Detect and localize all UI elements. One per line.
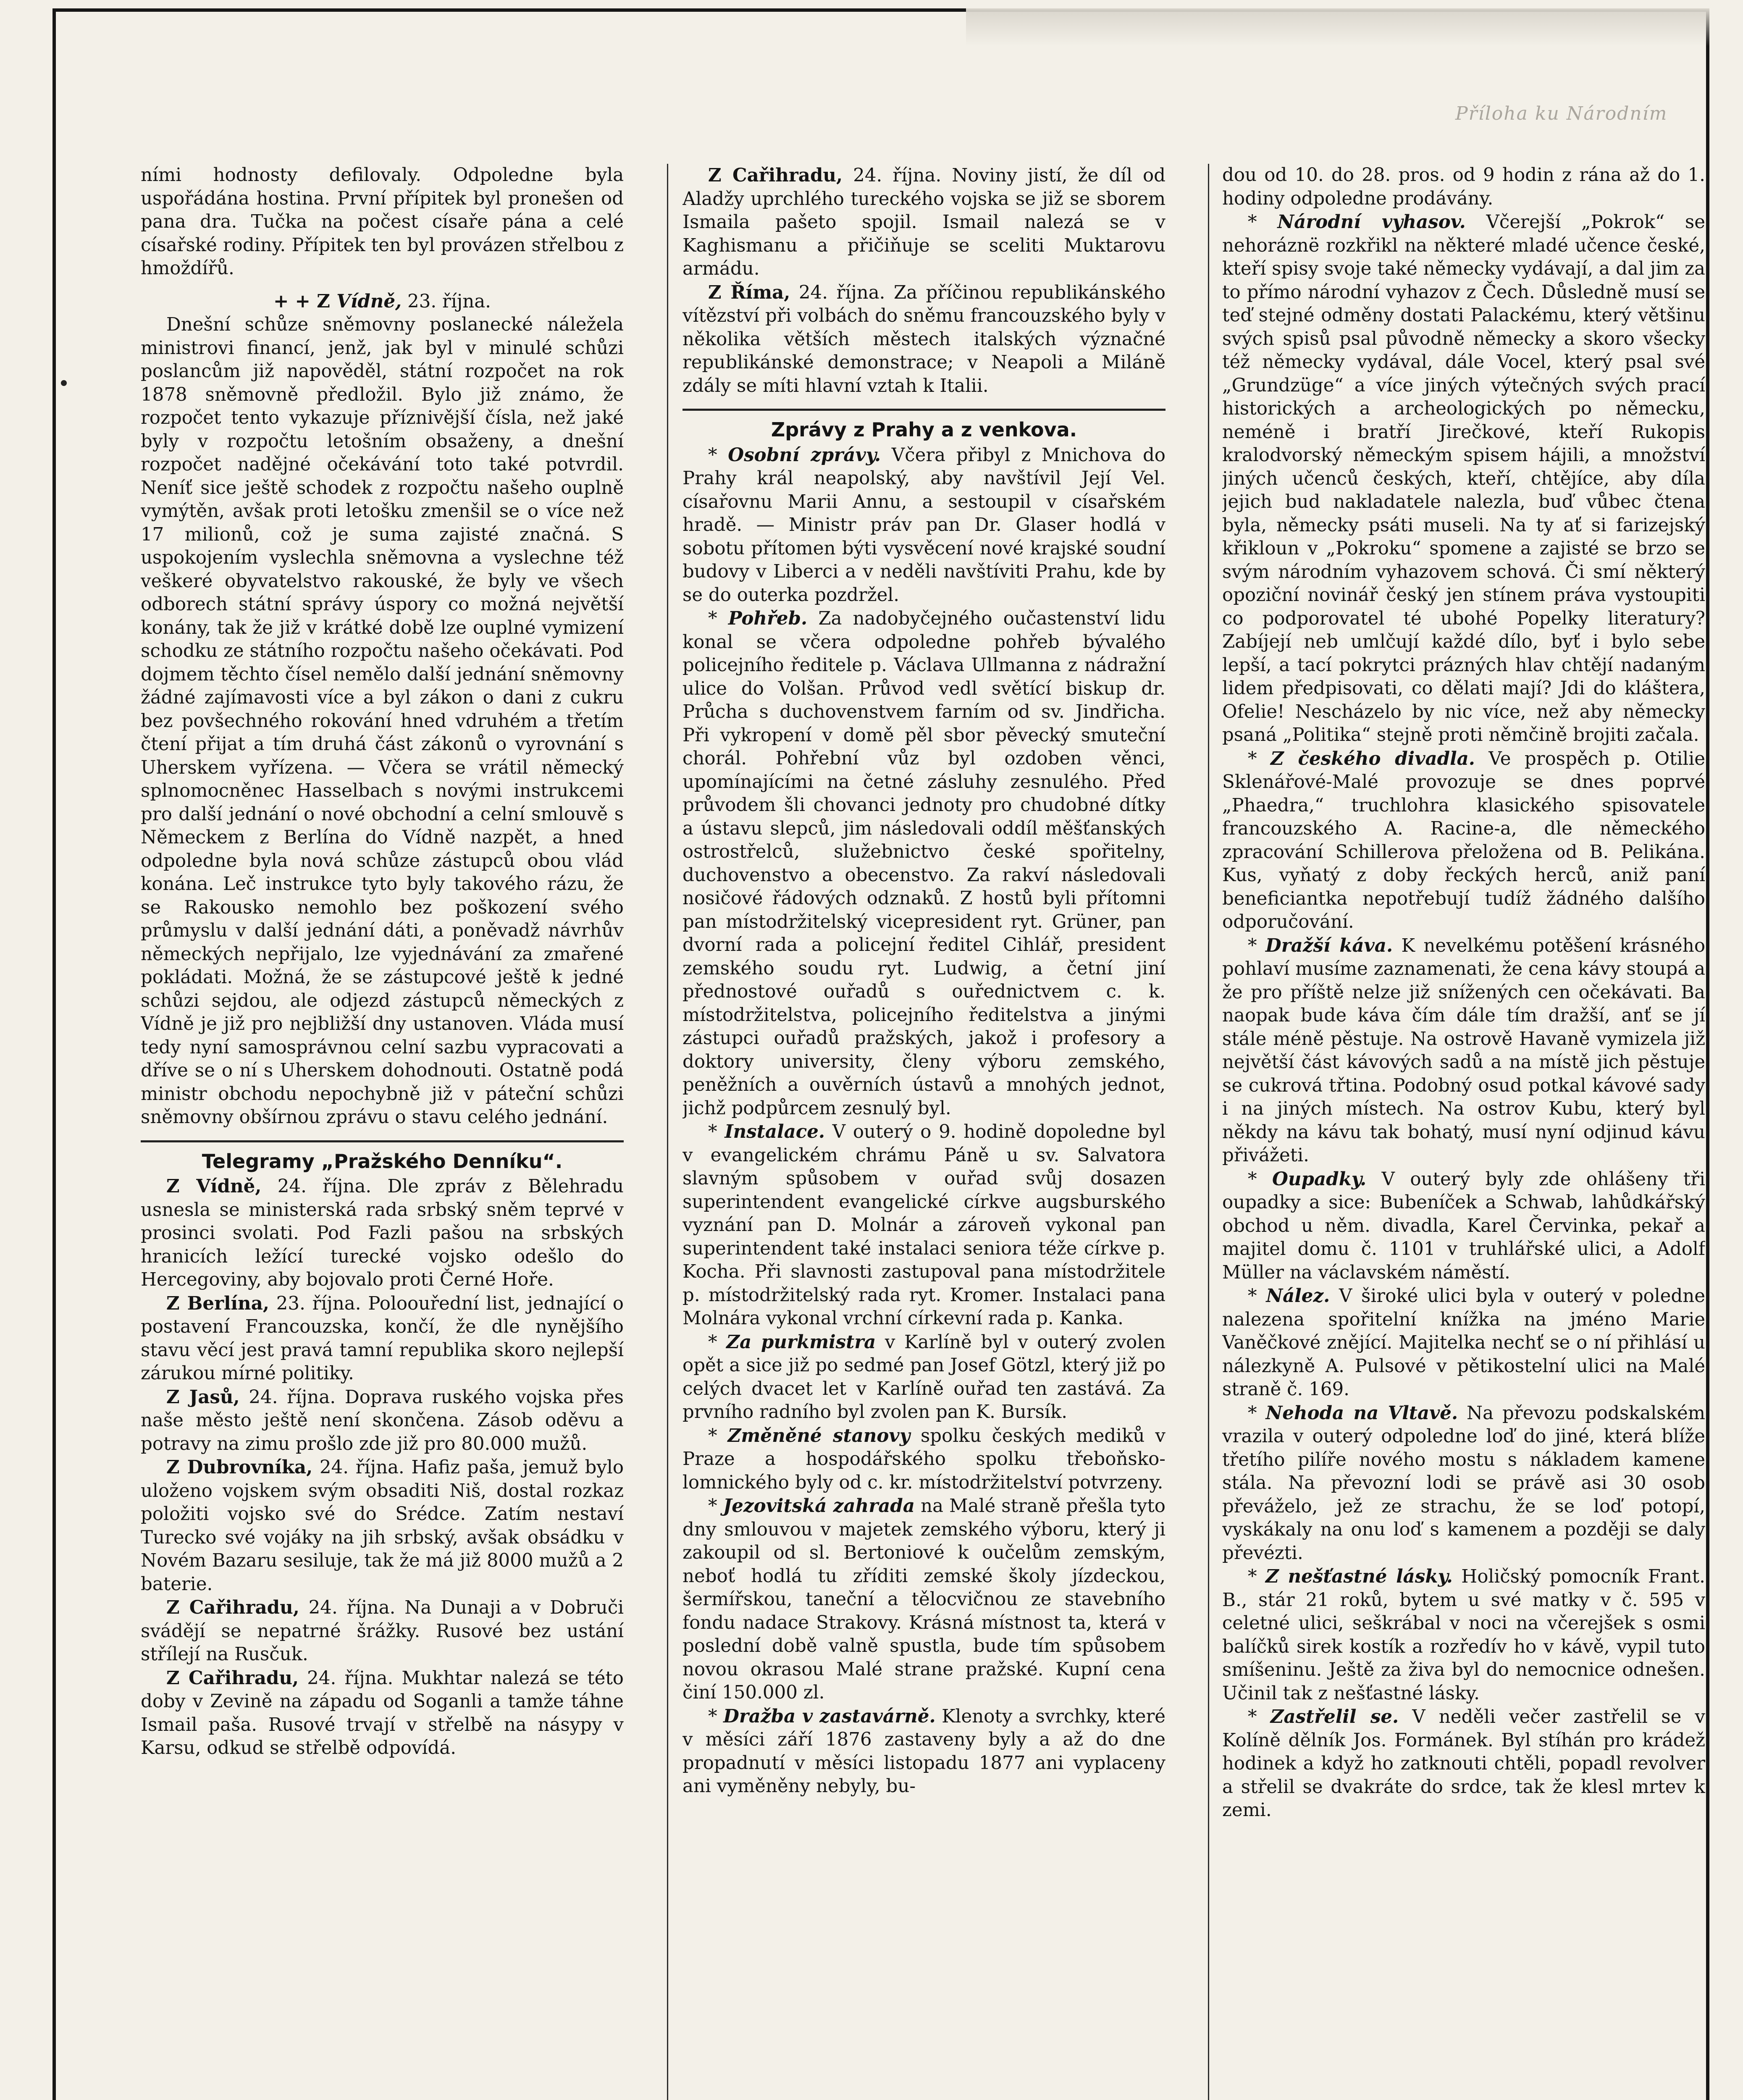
news-item-title: Zastřelil se. bbox=[1270, 1706, 1399, 1727]
telegram-text: Za příčinou republikánského vítězství při volbách do sněmu francouzského byly v několika větších městech italských význačné republikánské demonstrace; v Neapoli a Miláně zdály se míti hlavní vztah k Italii. bbox=[682, 282, 1166, 396]
asterisk-marker: * bbox=[1247, 212, 1278, 233]
paragraph: ními hodnosty defilovaly. Odpoledne byla uspořádána hostina. První přípitek byl pronešen od pana dra. Tučka na počest císaře pána a celé císařské rodiny. Přípitek ten byl provázen střelbou z hmoždířů. bbox=[141, 165, 624, 279]
news-item-text: V outerý byly zde ohlášeny tři oupadky a sice: Bubeníček a Schwab, lahůdkářský obchod u něm. divadla, Karel Červinka, pekař a majitel domu č. 1101 v truhlářské ulici, a Adolf Müller na václavském náměstí. bbox=[1222, 1168, 1705, 1283]
telegram-date: 24. října. bbox=[843, 165, 942, 186]
news-item-text: v Karlíně byl v outerý zvolen opět a sice již po sedmé pan Josef Götzl, který již po celých dvacet let v Karlíně ouřad ten zastává. Za prvního radního byl zvolen pan K. Bursík. bbox=[682, 1331, 1166, 1423]
news-list bbox=[682, 444, 1166, 1798]
column-separator bbox=[1208, 164, 1209, 2100]
telegram-date: 24. října. bbox=[239, 1386, 336, 1408]
telegram-date: 24. října. bbox=[299, 1597, 396, 1618]
telegram-item bbox=[141, 1386, 624, 1456]
news-item-title: Změněné stanovy bbox=[727, 1425, 910, 1446]
telegram-text: Doprava ruského vojska přes naše město ještě není skončena. Zásob oděvu a potravy na zimu prošlo zde již pro 80.000 mužů. bbox=[141, 1386, 624, 1454]
telegram-text: Dle zpráv z Bělehradu usnesla se ministerská rada srbský sněm teprvé v prosinci svolati. Pod Fazli pašou na srbských hranicích ležící turecké vojsko odešlo do Hercegoviny, aby bojovalo proti Černé Hoře. bbox=[141, 1176, 624, 1290]
news-item bbox=[682, 444, 1166, 607]
section-heading: Zprávy z Prahy a z venkova. bbox=[771, 418, 1077, 441]
telegram-item bbox=[141, 1596, 624, 1667]
news-item bbox=[682, 1705, 1166, 1798]
column-1 bbox=[141, 164, 624, 2100]
asterisk-marker: * bbox=[708, 1121, 725, 1142]
asterisk-marker: * bbox=[1247, 935, 1265, 956]
news-item-title: Oupadky. bbox=[1272, 1168, 1367, 1190]
telegram-date: 23. října. bbox=[269, 1293, 361, 1314]
telegram-text: Mukhtar nalezá se této doby v Zevině na západu od Soganli a tamže táhne Ismail paša. Rusové trvají v střelbě na násypy v Karsu, odkud se střelbě odpovídá. bbox=[141, 1667, 624, 1759]
telegram-city: Z Cařihradu, bbox=[166, 1667, 299, 1689]
asterisk-marker: * bbox=[1247, 1286, 1266, 1307]
news-item-title: Dražba v zastavárně. bbox=[723, 1705, 936, 1727]
news-item-title: Osobní zprávy. bbox=[728, 444, 881, 466]
asterisk-marker: * bbox=[708, 608, 728, 629]
news-item-title: Instalace. bbox=[724, 1121, 825, 1142]
telegram-city: Z Cařihradu, bbox=[708, 165, 843, 186]
asterisk-marker: * bbox=[1247, 1706, 1270, 1727]
news-item-text: Holičský pomocník Frant. B., stár 21 roků, bytem u své matky v č. 595 v celetné ulici, seškrábal v noci na včerejšek s osmi balíčků sirek kostík a rozředív ho v kávě, vypil tuto smíšeninu. Ještě za živa byl do nemocnice odnešen. Učinil tak z nešťastné lásky. bbox=[1222, 1566, 1705, 1704]
news-item-text: Na převozu podskalském vrazila v outerý odpoledne loď do jiné, která blíže třetího pilíře nového mostu s nákladem kamene stála. Na převozní lodi se právě asi 30 osob převáželo, jež ze strachu, že se loď potopí, vyskákaly na onu loď s kamenem a později se daly převézti. bbox=[1222, 1402, 1705, 1564]
asterisk-marker: * bbox=[708, 1496, 723, 1517]
telegram-date: 24. října. bbox=[312, 1457, 404, 1478]
news-item-text: Klenoty a svrchky, které v měsíci září 1876 zastaveny byly a až do dne propadnutí v měsíci listopadu 1877 ani vyplaceny ani vyměněny nebyly, bu- bbox=[682, 1706, 1166, 1797]
section-rule bbox=[141, 1140, 624, 1142]
news-item-title: Z nešťastné lásky. bbox=[1265, 1566, 1453, 1587]
news-list bbox=[1222, 210, 1705, 1822]
telegram-city: Z Jasů, bbox=[166, 1386, 240, 1408]
telegram-text: Hafiz paša, jemuž bylo uloženo vojskem svým obsaditi Niš, dostal rozkaz položiti vojsko své do Srédce. Zatím nestaví Turecko své vojáky na jih srbský, avšak obsádku v Novém Bazaru sesiluje, tak že má již 8000 mužů a 2 baterie. bbox=[141, 1457, 624, 1595]
news-item bbox=[1222, 747, 1705, 934]
column-separator bbox=[667, 164, 668, 2100]
asterisk-marker: * bbox=[1247, 1566, 1266, 1587]
asterisk-marker: * bbox=[708, 1425, 728, 1446]
telegram-date: 24. října. bbox=[299, 1667, 394, 1689]
telegram-list bbox=[141, 1175, 624, 1760]
news-item-title: Národní vyhasov. bbox=[1277, 211, 1466, 233]
telegram-item bbox=[141, 1667, 624, 1760]
news-item bbox=[1222, 210, 1705, 747]
telegram-city: Z Dubrovníka, bbox=[166, 1457, 313, 1478]
news-item bbox=[682, 607, 1166, 1120]
telegram-item bbox=[141, 1175, 624, 1292]
news-item-title: Dražší káva. bbox=[1265, 934, 1393, 956]
telegram-city: Z Vídně, bbox=[166, 1176, 262, 1197]
telegram-city: Z Berlína, bbox=[166, 1292, 270, 1314]
telegram-item bbox=[682, 164, 1166, 281]
news-item-text: V široké ulici byla v outerý v poledne nalezena spořitelní knížka na jméno Marie Vaněčkové znějící. Majitelka nechť se o ní přihlásí u nálezkyně A. Pulsové v pětikostelní ulici na Malé straně č. 169. bbox=[1222, 1286, 1705, 1400]
paragraph: dou od 10. do 28. pros. od 9 hodin z rána až do 1. hodiny odpoledne prodávány. bbox=[1222, 165, 1705, 209]
news-item-text: Včerejší „Pokrok“ se nehoráznë rozkřikl na některé mladé učence české, kteří spisy svoje také německy vydávají, a dal jim za to přímo národní vyhazov z Čech. Důsledně musí se teď stejné odměny dostati Palackému, který většinu svých spisů psal původně německy a skoro všecky též německy vydával, dále Vocel, který psal své „Grundzüge“ a více jiných výtečných svých prací historických a archeologických po německu, neméně i bratří Jirečkové, kteří Rukopis kralodvorský německým spisem hájili, a množství jiných učenců českých, kteří, chtějíce, aby díla jejich bud nakladatele nalezla, buď vůbec čtena byla, německy psáti museli. Na ty ať si farizejský křikloun v „Pokroku“ spomene a zajisté se brzo se svým národním vyhazovem schová. Či smí některý opoziční novinář český jen stínem práva vystoupiti co podporovatel té ubohé Popelky literatury? Zabíjejí neb umlčují každé dílo, byť i bylo sebe lepší, a tací pokrytci prázných hlav chtějí nadaným lidem předpisovati, co dělati mají? Jdi do kláštera, Ofelie! Nescházelo by nic více, než aby německy psaná „Politika“ stejně proti němčině brojiti začala. bbox=[1222, 212, 1705, 746]
asterisk-marker: * bbox=[708, 1706, 724, 1727]
news-item bbox=[1222, 1565, 1705, 1705]
asterisk-marker: * bbox=[708, 1331, 727, 1353]
news-item-text: Včera přibyl z Mnichova do Prahy král neapolský, aby navštívil Její Vel. císařovnu Marii Annu, a sestoupil v císařském hradě. — Ministr práv pan Dr. Glaser hodlá v sobotu přítomen býti vysvěcení nové krajské soudní budovy v Liberci a v neděli navštíviti Prahu, kde by se do outerka pozdržel. bbox=[682, 444, 1166, 606]
telegram-item bbox=[141, 1456, 624, 1596]
telegram-city: Z Říma, bbox=[708, 281, 790, 303]
news-item-text: K nevelkému potěšení krásného pohlaví musíme zaznamenati, že cena kávy stoupá a že pro příště nelze již snížených cen očekávati. Ba naopak bude káva čím dále tím dražší, anť se jí stále méně pěstuje. Na ostrově Havaně vymizela již největší část kávových sadů a na místě jich pěstuje se cukrová třtina. Podobný osud potkal kávové sady i na jiných místech. Na ostrov Kubu, který byl někdy na kávu tak bohatý, musí nyní odjinud kávu přivážeti. bbox=[1222, 935, 1705, 1166]
asterisk-marker: * bbox=[1247, 1402, 1266, 1424]
asterisk-marker: * bbox=[1247, 748, 1271, 769]
telegram-text: Noviny jistí, že díl od Aladžy uprchlého tureckého vojska se již se sborem Ismaila pašeto spojil. Ismail nalezá se v Kaghismanu a přičiňuje se sceliti Muktarovu armádu. bbox=[682, 165, 1166, 279]
news-item-text: Za nadobyčejného oučastenství lidu konal se včera odpoledne pohřeb bývalého policejního ředitele p. Václava Ullmanna z nádražní ulice do Volšan. Průvod vedl světící biskup dr. Průcha s duchovenstvem farním od sv. Jindřicha. Při vykropení v domě pěl sbor pěvecký smuteční chorál. Pohřební vůz byl ozdoben věnci, upomínajícími na četné zásluhy zesnulého. Před průvodem šli chovanci jednoty pro chudobné dítky a ústavu slepců, jim následovali oddíl měšťanských ostrostřelců, služebnictvo české spořitelny, duchovenstvo a obecenstvo. Za rakví následovali nosičové řádových odznaků. Z hostů byli přítomni pan místodržitelský vicepresident ryt. Grüner, pan dvorní rada a policejní ředitel Cihlář, president zemského soudu ryt. Ludwig, a četní jiní přednostové ouřadů s ouřednictvem c. k. místodržitelstva, policejního ředitelstva a jinými zástupci ouřadů pražských, jakož i profesory a doktory university, členy výboru zemského, peněžních a ouvěrních ústavů a mnohých jednot, jichž podpůrcem zesnulý byl. bbox=[682, 608, 1166, 1119]
telegram-city: Z Cařihradu, bbox=[166, 1597, 299, 1618]
telegram-date: 24. října. bbox=[790, 282, 885, 303]
news-item-text: na Malé straně přešla tyto dny smlouvou v majetek zemského výboru, který ji zakoupil od sl. Bertoniové k oučelům zemským, neboť hodlá tu zříditi zemské školy jízdeckou, šermířskou, taneční a tělocvičnou ze stavebního fondu nadace Strakovy. Krásná místnost ta, která v poslední době valně spustla, bude tím spůsobem novou okrasou Malé strane pražské. Kupní cena činí 150.000 zl. bbox=[682, 1496, 1166, 1703]
news-item bbox=[682, 1424, 1166, 1495]
section-rule bbox=[682, 409, 1166, 411]
news-item bbox=[1222, 1284, 1705, 1402]
column-2 bbox=[682, 164, 1166, 2100]
news-item bbox=[682, 1494, 1166, 1705]
news-item bbox=[682, 1120, 1166, 1331]
news-item-title: Nehoda na Vltavě. bbox=[1265, 1402, 1458, 1424]
news-item bbox=[682, 1331, 1166, 1424]
news-item-text: V outerý o 9. hodině dopoledne byl v evangelickém chrámu Páně u sv. Salvatora slavným spůsobem v ouřad svůj dosazen superintendent evangelické církve augsburského vyznání pan D. Molnár a zároveň vykonal pan superintendent také instalaci seniora téže církve p. Kocha. Při slavnosti zastupoval pana místodržitele p. místodržitelský rada ryt. Kromer. Instalaci pana Molnára vykonal vrchní církevní rada p. Kanka. bbox=[682, 1121, 1166, 1329]
telegram-item bbox=[682, 281, 1166, 398]
column-3 bbox=[1222, 164, 1705, 2100]
news-item bbox=[1222, 1168, 1705, 1285]
asterisk-marker: * bbox=[1247, 1168, 1273, 1190]
scan-shade bbox=[966, 8, 1709, 46]
section-heading: Telegramy „Pražského Denníku“. bbox=[202, 1150, 563, 1173]
news-item bbox=[1222, 1402, 1705, 1565]
news-item-title: Jezovitská zahrada bbox=[723, 1495, 915, 1517]
news-item bbox=[1222, 1705, 1705, 1822]
dateline: + + Z Vídně, 23. října. bbox=[273, 290, 491, 312]
news-item-title: Pohřeb. bbox=[728, 608, 808, 629]
news-item-text: V neděli večer zastřelil se v Kolíně dělník Jos. Formánek. Byl stíhán pro krádež hodinek a když ho zatknouti chtěli, popadl revolver a střelil se dvakráte do srdce, tak že klesl mrtev k zemi. bbox=[1222, 1706, 1705, 1821]
asterisk-marker: * bbox=[708, 444, 728, 466]
telegram-list bbox=[682, 164, 1166, 398]
corner-faded-text: Příloha ku Národním bbox=[1455, 103, 1668, 124]
telegram-text: Na Dunaji a v Dobruči svádějí se nepatrné šrážky. Rusové bez ustání střílejí na Rusčuk. bbox=[141, 1597, 624, 1665]
margin-dot bbox=[61, 380, 67, 386]
news-item-title: Za purkmistra bbox=[726, 1331, 876, 1353]
news-item-title: Nález. bbox=[1266, 1285, 1330, 1307]
telegram-text: Poloouřední list, jednající o postavení Francouzska, končí, že dle nynějšího stavu věcí jest pravá tamní republika skoro nejlepší zárukou mírné politiky. bbox=[141, 1293, 624, 1384]
news-item-title: Z českého divadla. bbox=[1270, 748, 1475, 769]
telegram-date: 24. října. bbox=[261, 1176, 372, 1197]
news-item-text: spolku českých mediků v Praze a hospodářského spolku třeboňsko-lomnického byly od c. kr. místodržitelství potvrzeny. bbox=[682, 1425, 1166, 1493]
news-item-text: Ve prospěch p. Otilie Sklenářové-Malé provozuje se dnes poprvé „Phaedra,“ truchlohra klasického spisovatele francouzského A. Racine-a, dle německého zpracování Schillerova přeložena od B. Pelikána. Kus, vyňatý z doby řeckých herců, aniž paní beneficiantka nepotřebují tudíž žádného dalšího odporučování. bbox=[1222, 748, 1705, 932]
paragraph: Dnešní schůze sněmovny poslanecké náležela ministrovi financí, jenž, jak byl v minulé schůzi poslancům již napověděl, státní rozpočet na rok 1878 sněmovně předložil. Bylo již známo, že rozpočet tento vykazuje příznivější čísla, než jaké byly v rozpočtu letošním obsaženy, a dnešní rozpočet nadějné očekávání toto také potvrdil. Neníť sice ještě schodek z rozpočtu našeho ouplně vymýtěn, avšak proti letošku zmenšil se o více než 17 milionů, což je suma zajisté značná. S uspokojením vyslechla sněmovna a vyslechne též veškeré obyvatelstvo rakouské, že byly ve všech odborech státní správy úspory co možná největší konány, tak že již v krátké době lze ouplné vymizení schodku ze státního rozpočtu našeho očekávati. Pod dojmem těchto čísel nemělo další jednání sněmovny žádné zajímavosti více a byl zákon o dani z cukru bez povšechného rokování hned vdruhém a třetím čtení přijat a tím druhá část zákonů o vyrovnání s Uherskem vyřízena. — Včera se vrátil německý splnomocněnec Hasselbach s novými instrukcemi pro další jednání o nové obchodní a celní smlouvě s Německem z Berlína do Vídně nazpět, a hned odpoledne byla nová schůze zástupců obou vlád konána. Leč instrukce tyto byly takového rázu, že se Rakousko nemohlo bez poškození svého průmyslu v další jednání dáti, a poněvadž návrhův německých nepřijalo, lze vyjednávání za zmařené pokládati. Možná, že se zástupcové ještě k jedné schůzi sejdou, ale odjezd zástupců německých z Vídně je již pro nejbližší dny ustanoven. Vláda musí tedy nyní samosprávnou celní sazbu vypracovati a dříve se o ní s Uherskem dohodnouti. Ostatně podá ministr obchodu nepochybně již v páteční schůzi sněmovny obšírnou zprávu o stavu celého jednání. bbox=[141, 314, 624, 1128]
telegram-item bbox=[141, 1292, 624, 1386]
news-item bbox=[1222, 934, 1705, 1168]
